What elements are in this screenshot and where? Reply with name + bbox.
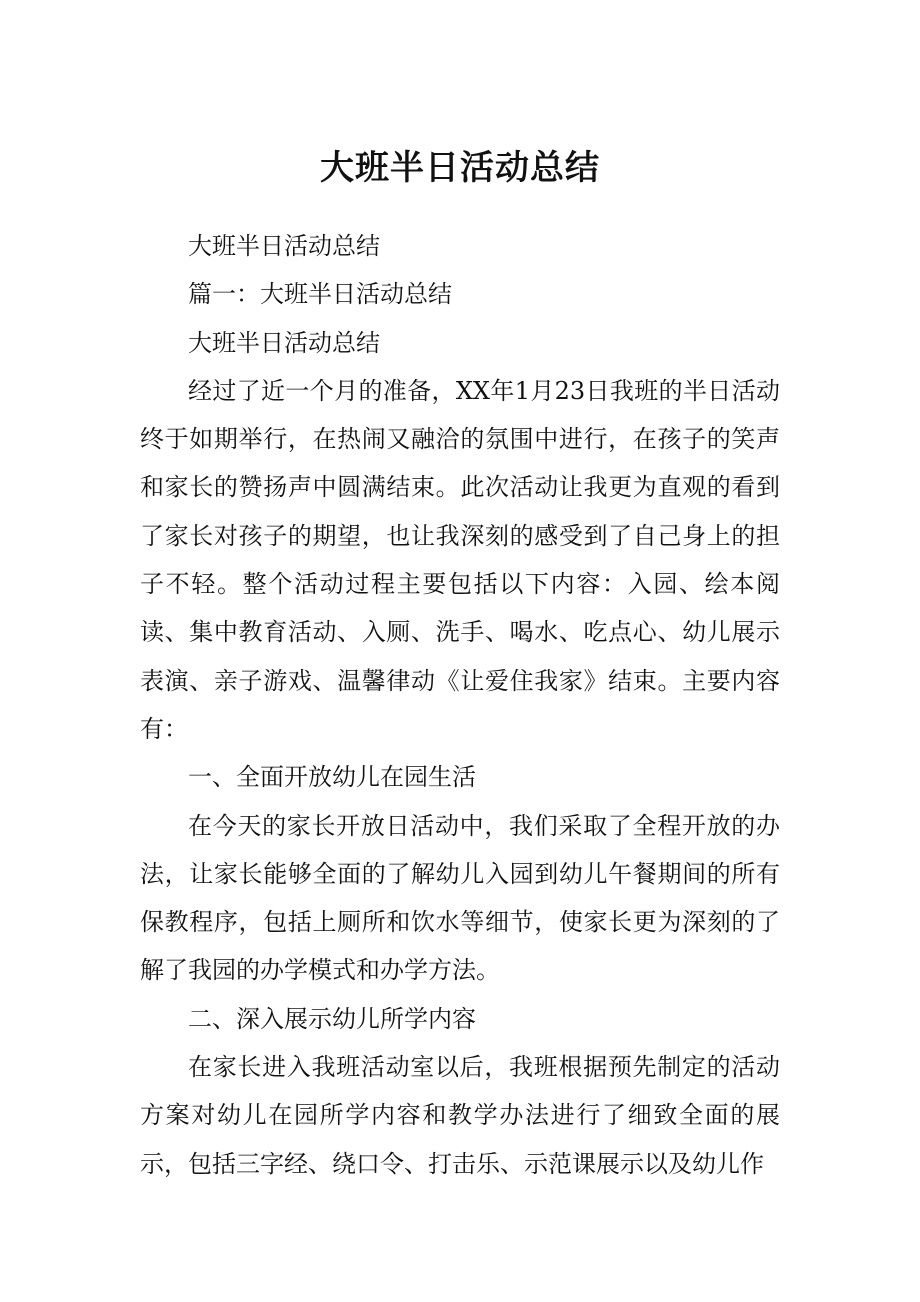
paragraph-section-1: 在今天的家长开放日活动中，我们采取了全程开放的办法，让家长能够全面的了解幼儿入园到幼儿午餐期间的所有保教程序，包括上厕所和饮水等细节，使家长更为深刻的了解了我园的办学模式和办学方法。 [140, 811, 780, 985]
paragraph-heading-1: 大班半日活动总结 [188, 232, 380, 260]
paragraph-intro: 经过了近一个月的准备，XX年1月23日我班的半日活动终于如期举行，在热闹又融洽的氛围中进行，在孩子的笑声和家长的赞扬声中圆满结束。此次活动让我更为直观的看到了家长对孩子的期望，也让我深刻的感受到了自己身上的担子不轻。整个活动过程主要包括以下内容：入园、绘本阅读、集中教育活动、入厕、洗手、喝水、吃点心、幼儿展示表演、亲子游戏、温馨律动《让爱住我家》结束。主要内容有： [140, 376, 780, 743]
document-body [140, 222, 780, 1188]
paragraph-section-2: 在家长进入我班活动室以后，我班根据预先制定的活动方案对幼儿在园所学内容和教学办法进行了细致全面的展示，包括三字经、绕口令、打击乐、示范课展示以及幼儿作 [140, 1053, 780, 1178]
paragraph-heading-2: 篇一：大班半日活动总结 [188, 280, 452, 309]
section-heading-1: 一、全面开放幼儿在园生活 [188, 763, 476, 792]
paragraph-heading-3: 大班半日活动总结 [188, 328, 380, 357]
document-title: 大班半日活动总结 [320, 148, 600, 188]
section-heading-2: 二、深入展示幼儿所学内容 [188, 1004, 476, 1033]
